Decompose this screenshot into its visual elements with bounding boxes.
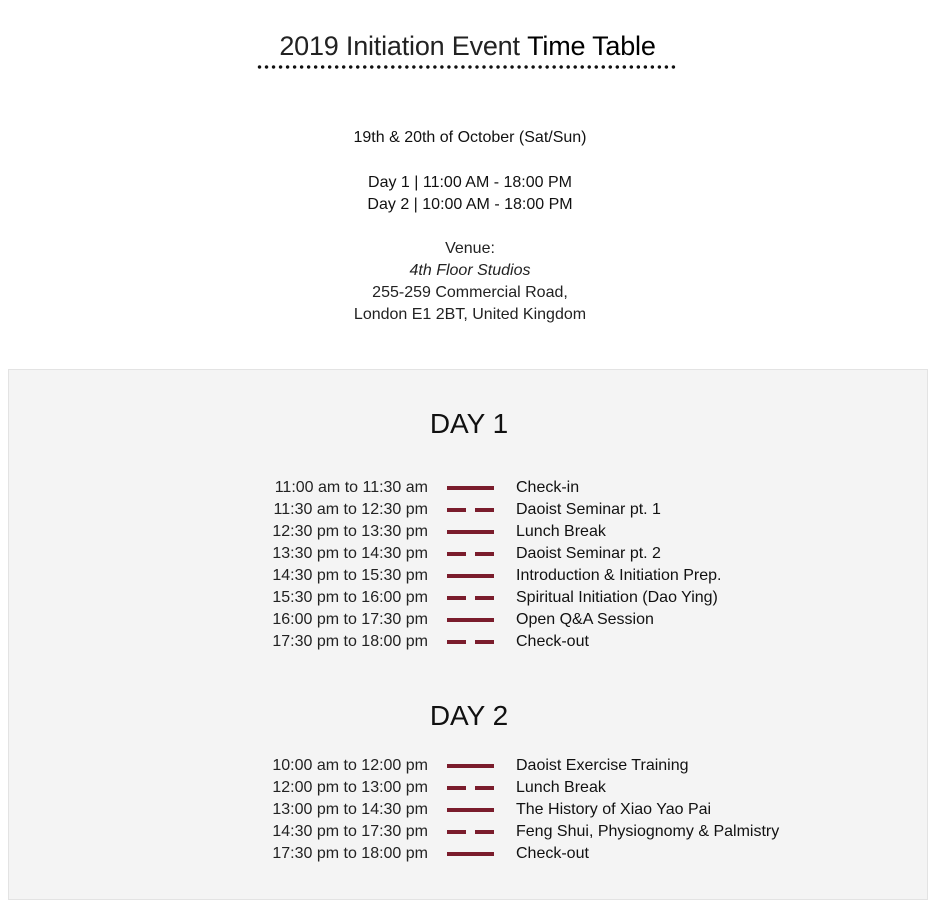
row-event: Feng Shui, Physiognomy & Palmistry	[516, 823, 780, 840]
day-2-schedule	[9, 755, 929, 865]
venue-label: Venue:	[445, 240, 495, 257]
venue-address-line-1: 255-259 Commercial Road,	[372, 284, 568, 301]
row-event: Daoist Seminar pt. 1	[516, 501, 661, 518]
solid-line-marker	[447, 618, 494, 622]
solid-line-marker	[447, 530, 494, 534]
row-time: 13:30 pm to 14:30 pm	[272, 545, 428, 562]
title-dotted-underline	[256, 64, 678, 70]
day-2-heading: DAY 2	[429, 700, 509, 731]
schedule-row	[9, 631, 929, 653]
row-time: 17:30 pm to 18:00 pm	[272, 633, 428, 650]
day1-hours: Day 1 | 11:00 AM - 18:00 PM	[368, 174, 572, 191]
row-event: Introduction & Initiation Prep.	[516, 567, 722, 584]
row-event: Daoist Exercise Training	[516, 757, 689, 774]
row-time: 14:30 pm to 17:30 pm	[272, 823, 428, 840]
schedule-row	[9, 477, 929, 499]
schedule-row	[9, 609, 929, 631]
row-time: 16:00 pm to 17:30 pm	[272, 611, 428, 628]
row-event: Lunch Break	[516, 523, 606, 540]
row-event: Daoist Seminar pt. 2	[516, 545, 661, 562]
row-event: Open Q&A Session	[516, 611, 654, 628]
page-title	[0, 28, 935, 64]
title-emphasis: Time Table	[527, 31, 656, 61]
row-event: Check-out	[516, 633, 589, 650]
dashed-line-marker	[447, 786, 494, 790]
schedule-row	[9, 587, 929, 609]
solid-line-marker	[447, 764, 494, 768]
row-time: 12:30 pm to 13:30 pm	[272, 523, 428, 540]
schedule-row	[9, 821, 929, 843]
row-time: 15:30 pm to 16:00 pm	[272, 589, 428, 606]
row-time: 11:00 am to 11:30 am	[274, 479, 428, 496]
row-time: 12:00 pm to 13:00 pm	[272, 779, 428, 796]
schedule-row	[9, 799, 929, 821]
row-time: 13:00 pm to 14:30 pm	[272, 801, 428, 818]
row-time: 10:00 am to 12:00 pm	[272, 757, 428, 774]
solid-line-marker	[447, 486, 494, 490]
schedule-row	[9, 521, 929, 543]
schedule-row	[9, 843, 929, 865]
schedule-panel	[8, 369, 928, 900]
row-time: 11:30 am to 12:30 pm	[273, 501, 428, 518]
day-1-heading: DAY 1	[429, 408, 509, 439]
venue-address-line-2: London E1 2BT, United Kingdom	[353, 306, 587, 323]
day-1-schedule	[9, 477, 929, 653]
dashed-line-marker	[447, 830, 494, 834]
row-event: The History of Xiao Yao Pai	[516, 801, 712, 818]
row-event: Lunch Break	[516, 779, 606, 796]
row-event: Check-out	[516, 845, 589, 862]
dashed-line-marker	[447, 508, 494, 512]
schedule-row	[9, 565, 929, 587]
event-dates: 19th & 20th of October (Sat/Sun)	[353, 129, 587, 146]
dashed-line-marker	[447, 640, 494, 644]
schedule-row	[9, 777, 929, 799]
solid-line-marker	[447, 808, 494, 812]
solid-line-marker	[447, 852, 494, 856]
row-time: 17:30 pm to 18:00 pm	[272, 845, 428, 862]
dashed-line-marker	[447, 552, 494, 556]
row-event: Check-in	[516, 479, 580, 496]
row-time: 14:30 pm to 15:30 pm	[272, 567, 428, 584]
schedule-row	[9, 543, 929, 565]
venue-name: 4th Floor Studios	[409, 262, 531, 279]
schedule-row	[9, 755, 929, 777]
row-event: Spiritual Initiation (Dao Ying)	[516, 589, 718, 606]
schedule-row	[9, 499, 929, 521]
dashed-line-marker	[447, 596, 494, 600]
title-main: 2019 Initiation Event	[279, 31, 528, 61]
solid-line-marker	[447, 574, 494, 578]
day2-hours: Day 2 | 10:00 AM - 18:00 PM	[367, 196, 573, 213]
